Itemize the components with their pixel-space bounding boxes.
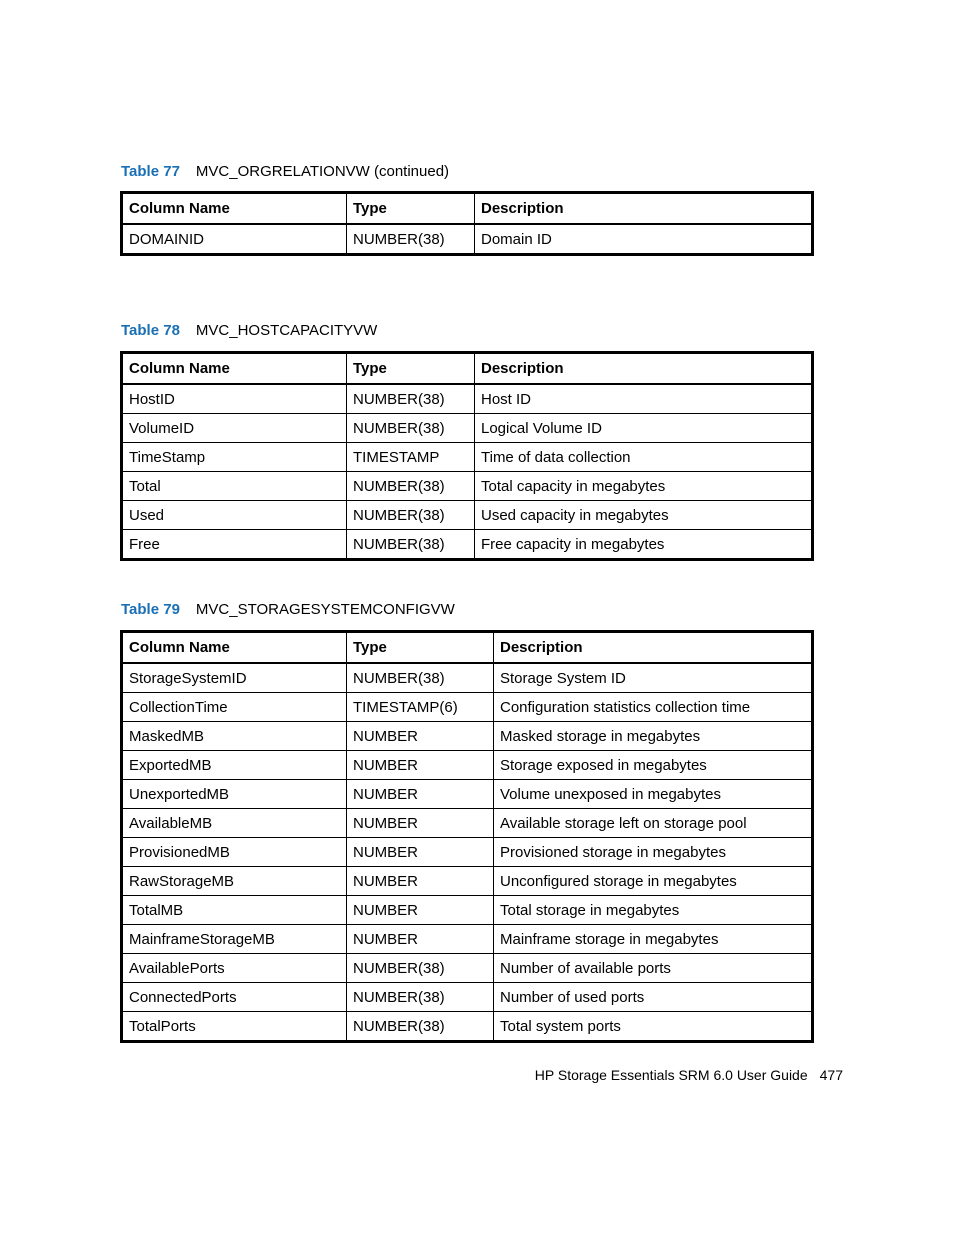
header-column-name: Column Name — [122, 193, 347, 225]
table-78-caption — [121, 322, 377, 339]
cell-type: NUMBER — [347, 867, 494, 896]
cell-column-name: MainframeStorageMB — [122, 925, 347, 954]
header-description: Description — [494, 632, 813, 664]
cell-type: NUMBER — [347, 925, 494, 954]
table-row — [122, 722, 813, 751]
cell-column-name: AvailableMB — [122, 809, 347, 838]
page-number: 477 — [819, 1067, 843, 1083]
table-row — [122, 472, 813, 501]
table-row — [122, 809, 813, 838]
cell-description: Unconfigured storage in megabytes — [494, 867, 813, 896]
header-type: Type — [347, 353, 475, 385]
cell-type: NUMBER(38) — [347, 472, 475, 501]
header-column-name: Column Name — [122, 632, 347, 664]
cell-column-name: ExportedMB — [122, 751, 347, 780]
table-79-label: Table 79 — [121, 601, 180, 618]
table-row — [122, 896, 813, 925]
cell-type: NUMBER(38) — [347, 954, 494, 983]
cell-type: NUMBER — [347, 751, 494, 780]
table-row — [122, 384, 813, 414]
table-row — [122, 1012, 813, 1042]
header-type: Type — [347, 193, 475, 225]
cell-description: Logical Volume ID — [475, 414, 813, 443]
cell-type: NUMBER(38) — [347, 530, 475, 560]
cell-description: Volume unexposed in megabytes — [494, 780, 813, 809]
cell-description: Available storage left on storage pool — [494, 809, 813, 838]
cell-description: Provisioned storage in megabytes — [494, 838, 813, 867]
cell-column-name: DOMAINID — [122, 224, 347, 255]
cell-description: Time of data collection — [475, 443, 813, 472]
table-row — [122, 530, 813, 560]
header-description: Description — [475, 193, 813, 225]
cell-column-name: TotalPorts — [122, 1012, 347, 1042]
table-row — [122, 925, 813, 954]
cell-description: Free capacity in megabytes — [475, 530, 813, 560]
cell-column-name: ConnectedPorts — [122, 983, 347, 1012]
cell-description: Total storage in megabytes — [494, 896, 813, 925]
header-type: Type — [347, 632, 494, 664]
cell-description: Used capacity in megabytes — [475, 501, 813, 530]
table-77-label: Table 77 — [121, 163, 180, 180]
cell-column-name: TotalMB — [122, 896, 347, 925]
table-78-title: MVC_HOSTCAPACITYVW — [195, 322, 378, 339]
table-row — [122, 663, 813, 693]
table-row — [122, 838, 813, 867]
footer-guide-title: HP Storage Essentials SRM 6.0 User Guide — [534, 1067, 808, 1083]
table-row — [122, 954, 813, 983]
table-row — [122, 983, 813, 1012]
cell-description: Masked storage in megabytes — [494, 722, 813, 751]
cell-column-name: UnexportedMB — [122, 780, 347, 809]
table-78 — [120, 351, 814, 561]
cell-description: Total capacity in megabytes — [475, 472, 813, 501]
cell-column-name: Free — [122, 530, 347, 560]
cell-description: Configuration statistics collection time — [494, 693, 813, 722]
cell-column-name: Total — [122, 472, 347, 501]
cell-description: Number of available ports — [494, 954, 813, 983]
page-footer — [535, 1067, 843, 1083]
cell-type: TIMESTAMP(6) — [347, 693, 494, 722]
table-row — [122, 693, 813, 722]
cell-column-name: HostID — [122, 384, 347, 414]
table-row — [122, 501, 813, 530]
cell-description: Total system ports — [494, 1012, 813, 1042]
header-column-name: Column Name — [122, 353, 347, 385]
cell-description: Mainframe storage in megabytes — [494, 925, 813, 954]
cell-type: NUMBER(38) — [347, 501, 475, 530]
cell-description: Number of used ports — [494, 983, 813, 1012]
cell-column-name: TimeStamp — [122, 443, 347, 472]
cell-column-name: CollectionTime — [122, 693, 347, 722]
cell-type: NUMBER — [347, 896, 494, 925]
cell-description: Domain ID — [475, 224, 813, 255]
cell-type: NUMBER(38) — [347, 983, 494, 1012]
table-row — [122, 751, 813, 780]
table-row — [122, 224, 813, 255]
cell-type: NUMBER(38) — [347, 414, 475, 443]
cell-column-name: VolumeID — [122, 414, 347, 443]
cell-column-name: Used — [122, 501, 347, 530]
cell-description: Storage System ID — [494, 663, 813, 693]
cell-column-name: ProvisionedMB — [122, 838, 347, 867]
cell-type: NUMBER — [347, 780, 494, 809]
cell-type: NUMBER(38) — [347, 384, 475, 414]
cell-type: NUMBER — [347, 838, 494, 867]
cell-type: TIMESTAMP — [347, 443, 475, 472]
cell-type: NUMBER(38) — [347, 224, 475, 255]
table-header-row — [122, 353, 813, 385]
table-row — [122, 443, 813, 472]
cell-column-name: MaskedMB — [122, 722, 347, 751]
cell-type: NUMBER(38) — [347, 663, 494, 693]
table-79-title: MVC_STORAGESYSTEMCONFIGVW — [195, 601, 455, 618]
cell-column-name: AvailablePorts — [122, 954, 347, 983]
cell-column-name: StorageSystemID — [122, 663, 347, 693]
header-description: Description — [475, 353, 813, 385]
table-79-caption — [121, 601, 455, 618]
table-77-caption — [121, 163, 449, 180]
table-77-title: MVC_ORGRELATIONVW (continued) — [195, 163, 450, 180]
cell-type: NUMBER(38) — [347, 1012, 494, 1042]
table-row — [122, 780, 813, 809]
cell-type: NUMBER — [347, 809, 494, 838]
cell-type: NUMBER — [347, 722, 494, 751]
cell-description: Host ID — [475, 384, 813, 414]
cell-description: Storage exposed in megabytes — [494, 751, 813, 780]
table-header-row — [122, 632, 813, 664]
table-79 — [120, 630, 814, 1043]
table-header-row — [122, 193, 813, 225]
table-78-label: Table 78 — [121, 322, 180, 339]
table-77 — [120, 191, 814, 256]
cell-column-name: RawStorageMB — [122, 867, 347, 896]
table-row — [122, 867, 813, 896]
table-row — [122, 414, 813, 443]
